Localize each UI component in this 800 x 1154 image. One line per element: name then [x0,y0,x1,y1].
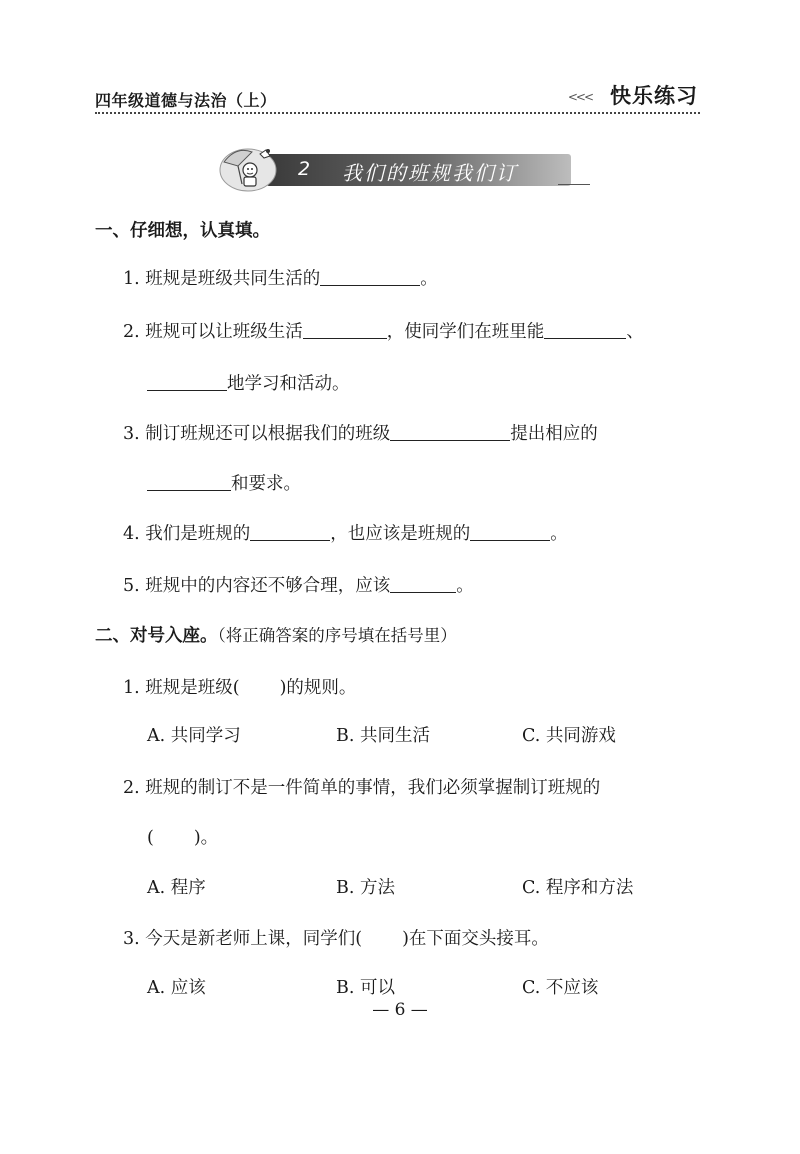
s1-q1-text: 1. 班规是班级共同生活的 [123,269,321,289]
s2-q2-option-b[interactable]: B. 方法 [336,878,395,898]
answer-blank[interactable] [147,374,227,391]
s2-question-2 [123,774,600,799]
s1-q2-mid: ，使同学们在班里能 [386,322,545,342]
s1-q5-end: 。 [456,576,474,596]
s1-q3-end: 和要求。 [231,474,301,494]
answer-blank[interactable] [470,524,550,541]
s1-question-3-cont [147,470,301,495]
s2-q3-option-a[interactable]: A. 应该 [147,978,206,998]
s2-q2-text: 2. 班规的制订不是一件简单的事情，我们必须掌握制订班规的 [123,778,601,798]
s2-question-2-cont [147,824,218,849]
s1-question-2 [123,318,644,343]
s2-q2-option-a[interactable]: A. 程序 [147,878,206,898]
s1-question-5 [123,572,474,597]
s2-q3-end: )在下面交头接耳。 [402,929,549,949]
s2-q3-text: 3. 今天是新老师上课，同学们( [123,929,363,949]
lesson-number: 2 [298,158,311,180]
s2-q2-option-c[interactable]: C. 程序和方法 [522,878,634,898]
s2-q2-end: )。 [193,828,219,848]
s2-q1-end: )的规则。 [279,678,357,698]
page-header [95,72,700,112]
s1-question-3 [123,420,598,445]
s1-q2-text: 2. 班规可以让班级生活 [123,322,303,342]
chevrons-decoration: <<< [567,90,592,104]
s1-question-4 [123,520,568,545]
s2-q3-option-c[interactable]: C. 不应该 [522,978,599,998]
mascot-illustration-icon [218,140,278,192]
answer-blank[interactable] [250,524,330,541]
s1-question-2-cont [147,370,350,395]
section2-heading [95,622,457,647]
s2-q1-option-b[interactable]: B. 共同生活 [336,726,430,746]
s1-q3-mid: 提出相应的 [510,424,598,444]
s2-q1-text: 1. 班规是班级( [123,678,240,698]
section2-note: （将正确答案的序号填在括号里） [217,626,457,645]
answer-blank[interactable] [147,474,231,491]
answer-blank[interactable] [390,576,456,593]
s2-q3-option-b[interactable]: B. 可以 [336,978,395,998]
s1-q4-text: 4. 我们是班规的 [123,524,251,544]
s1-q4-mid: ，也应该是班规的 [330,524,471,544]
answer-blank[interactable] [544,322,626,339]
s2-question-1 [123,674,356,699]
s1-question-1 [123,265,438,290]
s2-q2-paren-open: ( [147,828,154,848]
section-brand-title: 快乐练习 [610,84,698,108]
page-number: — 6 — [372,1000,428,1020]
s1-q2-sep: 、 [626,322,644,342]
answer-blank[interactable] [320,269,420,286]
answer-blank[interactable] [390,424,510,441]
section2-title: 二、对号入座。 [95,626,218,646]
lesson-banner [218,140,590,192]
section1-title: 一、仔细想，认真填。 [95,221,270,241]
lesson-banner-tail [558,184,590,185]
s1-q2-end: 地学习和活动。 [227,374,350,394]
s2-q1-option-c[interactable]: C. 共同游戏 [522,726,616,746]
header-dotted-rule [95,112,700,114]
s2-q1-option-a[interactable]: A. 共同学习 [147,726,241,746]
s1-q5-text: 5. 班规中的内容还不够合理，应该 [123,576,391,596]
s1-q3-text: 3. 制订班规还可以根据我们的班级 [123,424,391,444]
s1-q1-end: 。 [420,269,438,289]
book-title: 四年级道德与法治（上） [95,91,277,110]
lesson-title: 我们的班规我们订 [342,161,518,185]
s2-question-3 [123,925,549,950]
s1-q4-end: 。 [550,524,568,544]
answer-blank[interactable] [303,322,387,339]
